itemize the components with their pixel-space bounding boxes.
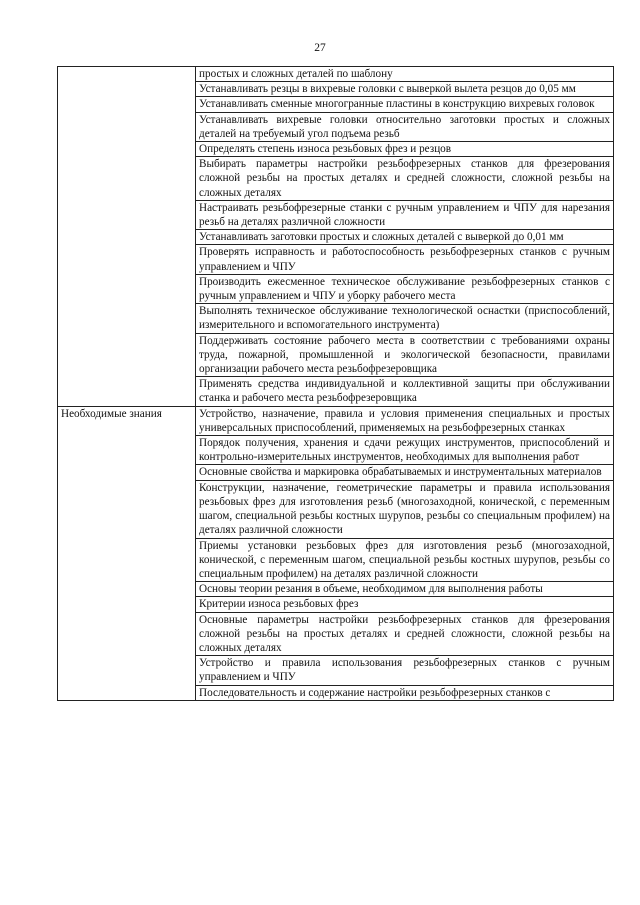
skill-item: Устанавливать заготовки простых и сложных деталей с выверкой до 0,01 мм <box>196 230 614 245</box>
skill-item: простых и сложных деталей по шаблону <box>196 67 614 82</box>
knowledge-item: Приемы установки резьбовых фрез для изготовления резьб (многозаходной, конической, с переменным шагом, специальной резьбы костных шурупов, резьбы со специальным профилем) на деталях различной сложности <box>196 538 614 582</box>
skill-item: Определять степень износа резьбовых фрез и резцов <box>196 142 614 157</box>
competency-table <box>57 66 614 701</box>
knowledge-item: Устройство и правила использования резьбофрезерных станков с ручным управлением и ЧПУ <box>196 656 614 685</box>
skill-item: Настраивать резьбофрезерные станки с ручным управлением и ЧПУ для нарезания резьб на деталях различной сложности <box>196 200 614 229</box>
skill-item: Выбирать параметры настройки резьбофрезерных станков для фрезерования сложной резьбы на простых деталях и средней сложности, сложной резьбы на сложных деталях <box>196 157 614 201</box>
knowledge-item: Последовательность и содержание настройки резьбофрезерных станков с <box>196 685 614 700</box>
skill-item: Устанавливать вихревые головки относительно заготовки простых и сложных деталей на требуемый угол подъема резьб <box>196 112 614 141</box>
section-label-empty <box>58 67 196 407</box>
knowledge-item: Устройство, назначение, правила и условия применения специальных и простых универсальных приспособлений, применяемых на резьбофрезерных станках <box>196 406 614 435</box>
skill-item: Устанавливать резцы в вихревые головки с выверкой вылета резцов до 0,05 мм <box>196 82 614 97</box>
knowledge-item: Конструкции, назначение, геометрические параметры и правила использования резьбовых фрез для изготовления резьб (многозаходной, конической, с переменным шагом, специальной резьбы костных шурупов, резьбы со специальным профилем) на деталях различной сложности <box>196 480 614 538</box>
table-row <box>58 406 614 435</box>
knowledge-item: Основные свойства и маркировка обрабатываемых и инструментальных материалов <box>196 465 614 480</box>
section-label-knowledge: Необходимые знания <box>58 406 196 700</box>
table-row <box>58 67 614 82</box>
skill-item: Проверять исправность и работоспособность резьбофрезерных станков с ручным управлением и ЧПУ <box>196 245 614 274</box>
knowledge-item: Порядок получения, хранения и сдачи режущих инструментов, приспособлений и контрольно-измерительных инструментов, необходимых для выполнения работ <box>196 436 614 465</box>
knowledge-item: Основы теории резания в объеме, необходимом для выполнения работы <box>196 582 614 597</box>
skill-item: Выполнять техническое обслуживание технологической оснастки (приспособлений, измерительного и вспомогательного инструмента) <box>196 304 614 333</box>
skill-item: Производить ежесменное техническое обслуживание резьбофрезерных станков с ручным управлением и ЧПУ и уборку рабочего места <box>196 274 614 303</box>
skill-item: Поддерживать состояние рабочего места в соответствии с требованиями охраны труда, пожарной, промышленной и экологической безопасности, правилами организации рабочего места резьбофрезеровщика <box>196 333 614 377</box>
knowledge-item: Основные параметры настройки резьбофрезерных станков для фрезерования сложной резьбы на простых деталях и средней сложности, сложной резьбы на сложных деталях <box>196 612 614 656</box>
skill-item: Применять средства индивидуальной и коллективной защиты при обслуживании станка и рабочего места резьбофрезеровщика <box>196 377 614 406</box>
skill-item: Устанавливать сменные многогранные пластины в конструкцию вихревых головок <box>196 97 614 112</box>
knowledge-item: Критерии износа резьбовых фрез <box>196 597 614 612</box>
page-number: 27 <box>314 42 326 54</box>
